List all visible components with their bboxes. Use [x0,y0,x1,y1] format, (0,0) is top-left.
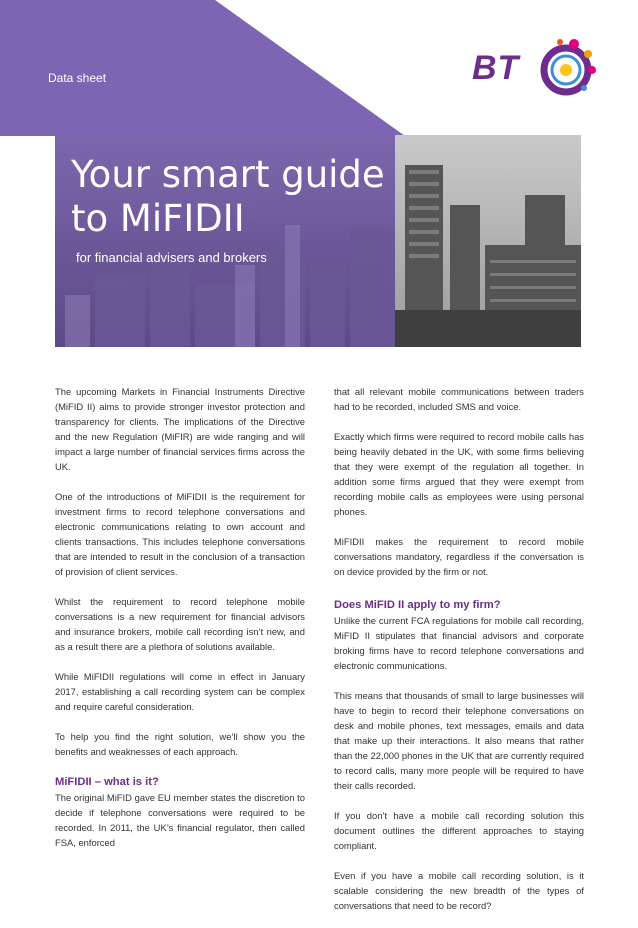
paragraph: The original MiFID gave EU member states the discretion to decide if telephone conversations were required to be recorded. In 2011, the UK’s financial regulator, then called FSA, enforced [55,792,305,848]
page-subtitle: for financial advisers and brokers [76,250,267,265]
bt-logo [472,36,602,102]
paragraph: Even if you have a mobile call recording solution, is it scalable considering the new breadth of the types of conversations that need to be record? [334,870,584,911]
title-line-2: to MiFIDII [71,197,245,240]
paragraph: MiFIDII makes the requirement to record mobile conversations mandatory, regardless if the conversation is on device provided by the firm or not. [334,536,584,577]
title-line-1: Your smart guide [71,153,385,196]
bt-globe-icon [538,36,598,100]
paragraph: This means that thousands of small to large businesses will have to begin to record their telephone conversations on desk and mobile phones, text messages, emails and data that make up their interactions. It also means that rather than the 22,000 phones in the UK that are currently required to record calls, many more people will be required to have their calls recorded. [334,690,584,791]
paragraph: One of the introductions of MiFIDII is the requirement for investment firms to record telephone conversations and electronic communications relating to own account and clients transactions. This includes telephone conversations that are intended to result in the conclusion of a transaction of provision of client services. [55,491,305,577]
paragraph: Whilst the requirement to record telephone mobile conversations is a new requirement for financial advisors and insurance brokers, mobile call recording isn’t new, and as a result there are a plethora of solutions available. [55,596,305,652]
paragraph: Exactly which firms were required to record mobile calls has being heavily debated in the UK, with some firms believing that they were exempt of the regulation all together. In addition some firms argued that they were exempt from recording mobile calls as employees were using personal phones. [334,431,584,517]
paragraph: The upcoming Markets in Financial Instruments Directive (MiFID II) aims to provide stronger investor protection and transparency for clients. The implications of the Directive and the new Regulation (MiFIR) are wide ranging and will impact a large number of financial services firms across the UK. [55,386,305,472]
paragraph: If you don’t have a mobile call recording solution this document outlines the different approaches to staying compliant. [334,810,584,851]
hero-banner [55,135,581,347]
document-type-label: Data sheet [48,71,107,85]
left-column [55,384,305,865]
paragraph: that all relevant mobile communications between traders had to be recorded, included SMS and voice. [334,386,584,412]
right-column [334,384,584,928]
logo-text: BT [472,49,520,87]
section-heading-apply-to-firm: Does MiFID II apply to my firm? [334,599,501,611]
page-title [71,153,401,241]
paragraph: Unlike the current FCA regulations for mobile call recording, MiFID II stipulates that financial advisors and corporate broking firms have to record telephone conversations and electronic communications. [334,615,584,671]
section-heading-what-is-it: MiFIDII – what is it? [55,776,159,788]
paragraph: While MiFIDII regulations will come in effect in January 2017, establishing a call recording system can be complex and require careful consideration. [55,671,305,712]
paragraph: To help you find the right solution, we’ll show you the benefits and weaknesses of each approach. [55,731,305,757]
header-banner [0,0,405,136]
